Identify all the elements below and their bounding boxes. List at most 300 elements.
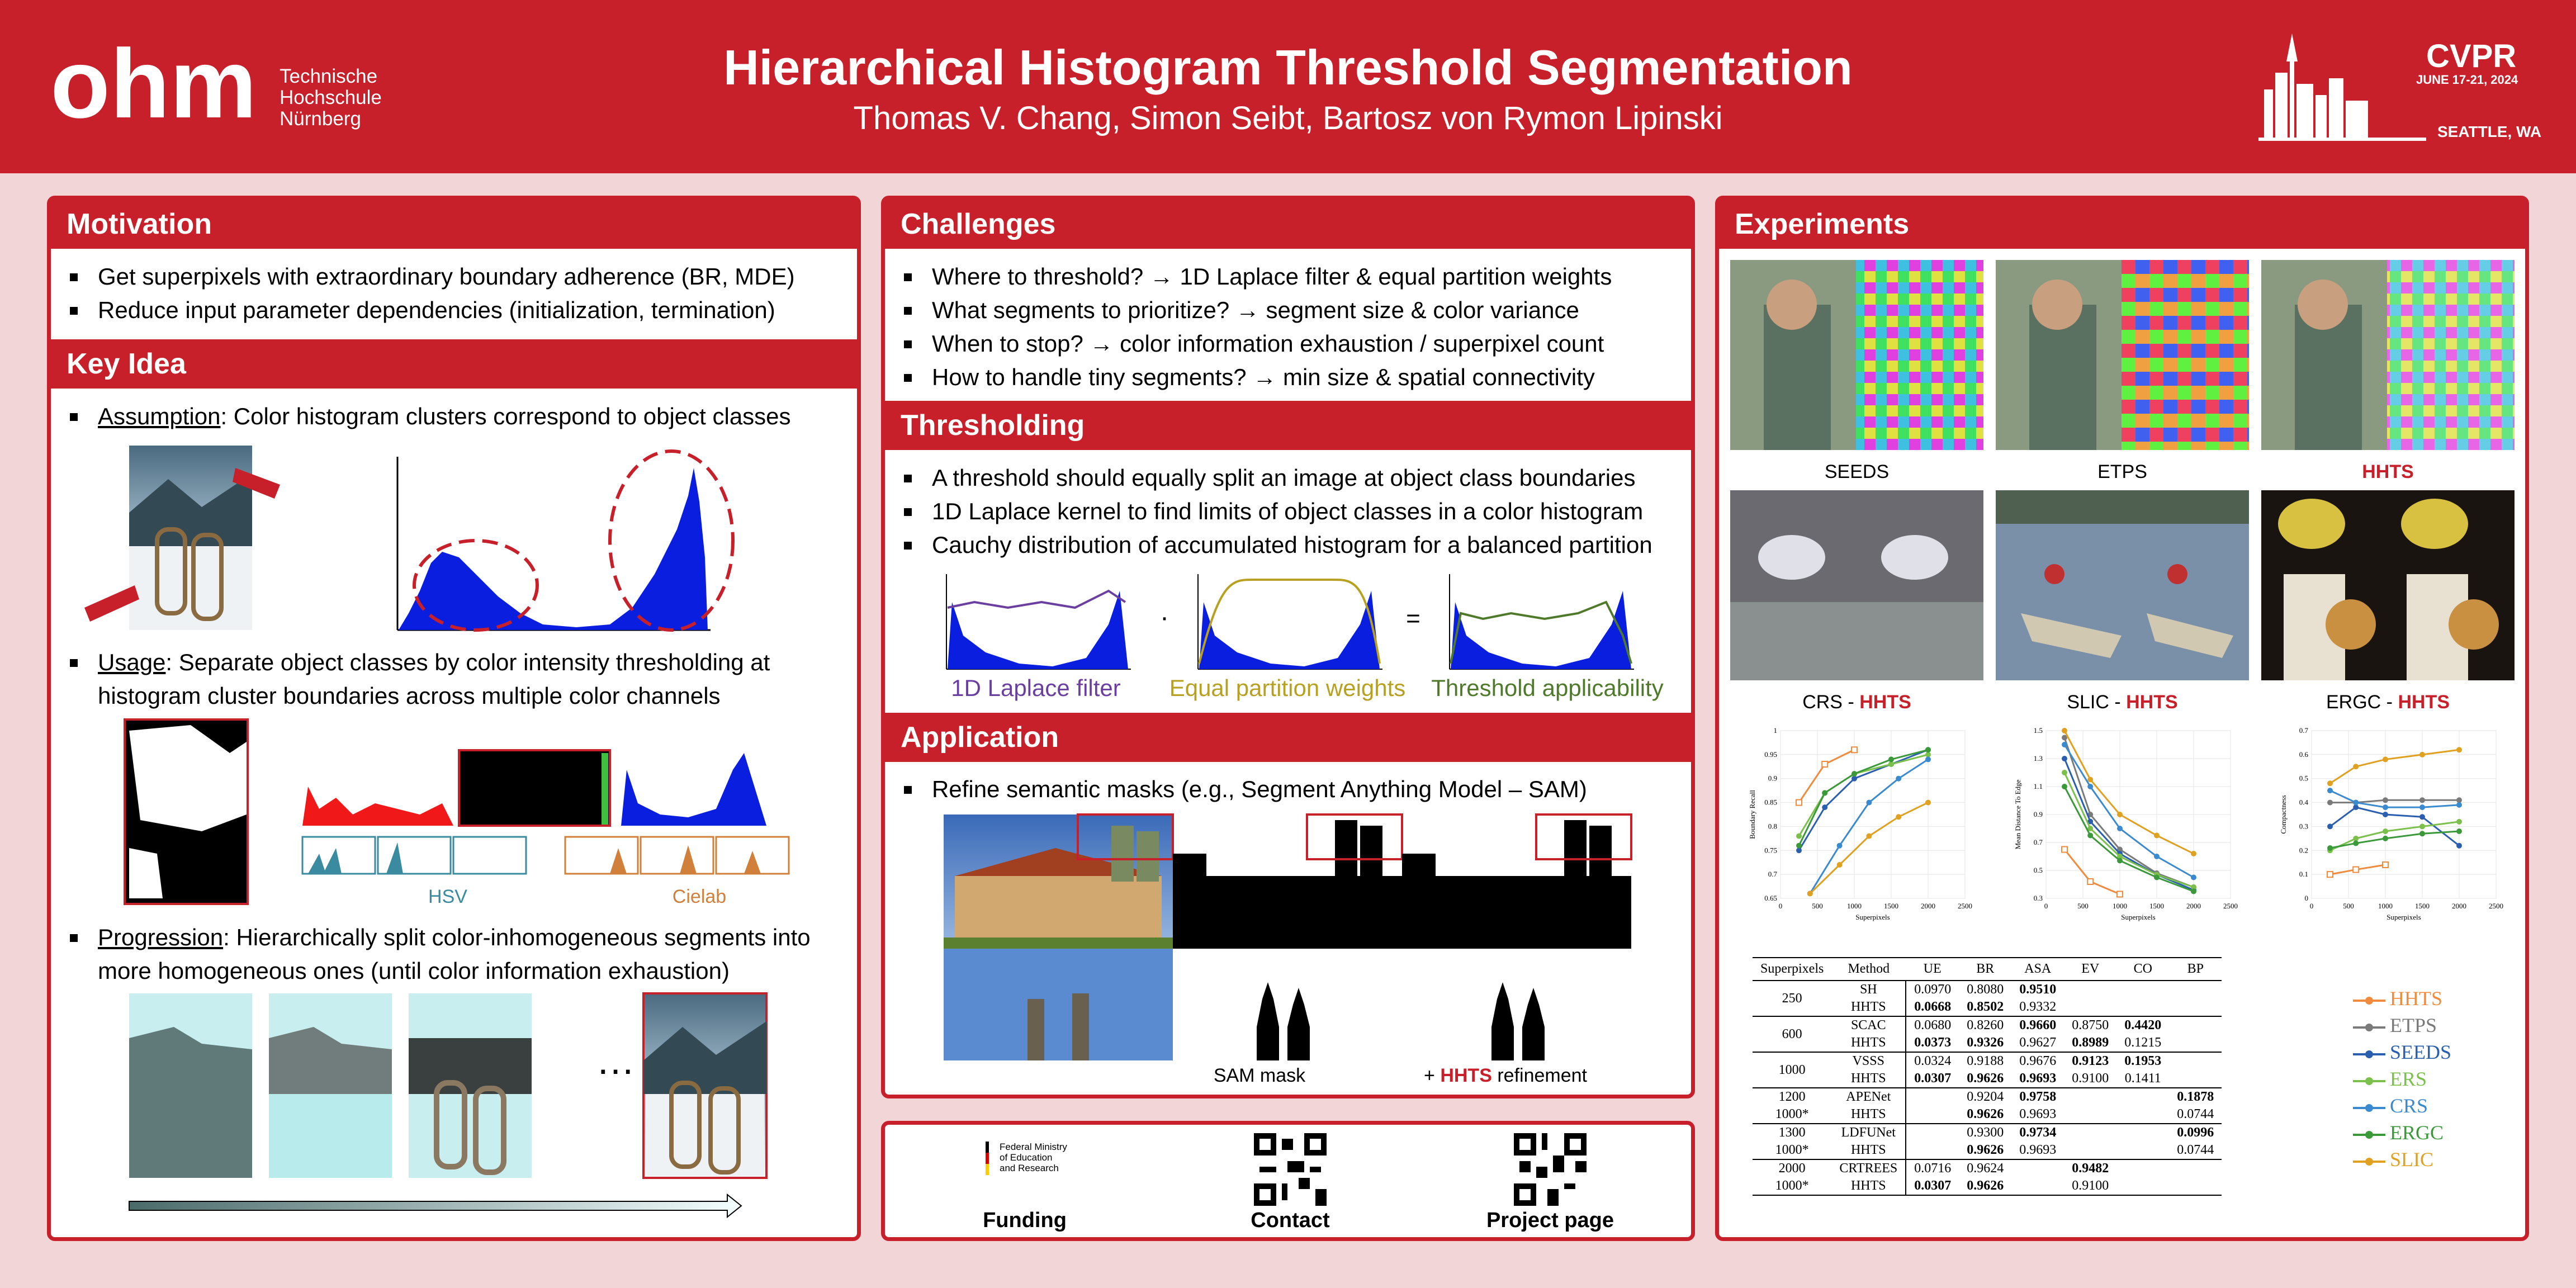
german-flag-icon: [980, 1142, 1002, 1186]
y-tick-label: 0.4: [2299, 798, 2308, 807]
data-point: [2353, 800, 2359, 806]
superpixels-cell: 1300: [1753, 1124, 1831, 1142]
data-point: [1822, 761, 1827, 767]
data-point: [2419, 752, 2425, 757]
data-point: [2456, 843, 2462, 849]
motivation-list: [62, 260, 845, 327]
data-point: [2327, 800, 2333, 806]
data-point: [2456, 819, 2462, 825]
refine-hhts: HHTS: [1440, 1065, 1492, 1086]
data-point: [2456, 828, 2462, 834]
y-tick-label: 0.5: [2299, 774, 2308, 783]
value-cell: [1906, 1088, 1959, 1106]
data-point: [2327, 823, 2333, 829]
crs-chart-label: [1730, 692, 1983, 713]
data-point: [2353, 840, 2359, 846]
method-cell: HHTS: [1850, 1107, 1886, 1121]
usage-list: [62, 646, 845, 713]
list-item: Cauchy distribution of accumulated histogram for a balanced partition: [896, 528, 1679, 562]
method-cell: SCAC: [1831, 1016, 1906, 1034]
value-cell: 0.0324: [1906, 1052, 1959, 1070]
data-point: [1796, 800, 1802, 806]
legend-label: ETPS: [2390, 1014, 2437, 1036]
list-item: [62, 646, 845, 713]
right-panel: [1715, 196, 2529, 1241]
value-cell: [2169, 1052, 2222, 1070]
thresholding-list: [896, 461, 1679, 562]
data-point: [1822, 804, 1827, 810]
value-cell: 0.9332: [2019, 1000, 2057, 1014]
data-point: [1807, 891, 1813, 896]
label-weights: Equal partition weights: [1169, 675, 1406, 701]
superpixels-cell: 600: [1753, 1016, 1831, 1052]
data-point: [2087, 833, 2093, 839]
method-cell: LDFUNet: [1831, 1124, 1906, 1142]
slic-chart-label: [1996, 692, 2249, 713]
thresholding-figure: [941, 569, 1668, 675]
data-point: [1837, 862, 1843, 868]
value-cell: [2116, 1124, 2169, 1142]
y-tick-label: 1: [1773, 726, 1777, 735]
sam-mask: [1173, 876, 1402, 949]
data-point: [1925, 747, 1931, 752]
assumption-figure: [73, 446, 766, 658]
value-cell: 0.9188: [1959, 1052, 2011, 1070]
data-point: [2419, 797, 2425, 803]
data-point: [2117, 858, 2123, 864]
method-cell: HHTS: [1850, 1000, 1886, 1014]
legend-label: SEEDS: [2390, 1041, 2452, 1063]
value-cell: 0.9482: [2064, 1159, 2116, 1177]
value-cell: 0.9100: [2064, 1177, 2116, 1195]
y-axis-label: Boundary Recall: [1748, 790, 1756, 839]
hhts-name: HHTS: [2126, 692, 2178, 713]
y-tick-label: 0.95: [1764, 750, 1777, 759]
progression-ellipsis: …: [596, 1039, 635, 1082]
university-line: Nürnberg: [280, 108, 361, 130]
experiments-row1: [1730, 260, 2524, 454]
value-cell: 0.9204: [1959, 1088, 2011, 1106]
value-cell: 0.0744: [2177, 1143, 2214, 1157]
op-eq: =: [1406, 605, 1420, 632]
value-cell: 0.9624: [1959, 1159, 2011, 1177]
data-point: [2327, 872, 2333, 877]
x-tick-label: 0: [2044, 902, 2048, 910]
x-tick-label: 1500: [1884, 902, 1898, 910]
table-header: Method: [1831, 958, 1906, 981]
method-cell: CRTREES: [1831, 1159, 1906, 1177]
value-cell: 0.0970: [1906, 981, 1959, 998]
value-cell: 0.9326: [1967, 1035, 2004, 1050]
value-cell: [2116, 1177, 2169, 1195]
x-tick-label: 500: [1812, 902, 1823, 910]
method-cell: APENet: [1831, 1088, 1906, 1106]
value-cell: 0.8750: [2064, 1016, 2116, 1034]
legend-label: ERS: [2390, 1068, 2427, 1090]
data-point: [2419, 831, 2425, 836]
application-list: [896, 773, 1679, 806]
applic-histogram: [1450, 574, 1634, 669]
refine-suffix: refinement: [1491, 1065, 1587, 1086]
y-tick-label: 0.3: [2299, 822, 2308, 831]
table-row: [1753, 1016, 2222, 1034]
cvpr-city: SEATTLE, WA: [2437, 123, 2542, 140]
value-cell: 0.9510: [2011, 981, 2064, 998]
y-tick-label: 0.2: [2299, 846, 2308, 855]
data-point: [2353, 836, 2359, 841]
value-cell: 0.8080: [1959, 981, 2011, 998]
experiments-row2: [1730, 490, 2524, 680]
university-line: Hochschule: [280, 87, 382, 108]
assumption-list: [62, 400, 845, 433]
ohm-logo-word: ohm: [50, 30, 257, 139]
etps-label: ETPS: [2097, 461, 2147, 482]
table-row: [1753, 981, 2222, 998]
assumption-term: Assumption: [98, 403, 221, 429]
y-tick-label: 0.7: [2033, 838, 2043, 846]
refine-prefix: +: [1424, 1065, 1441, 1086]
hsv-label: HSV: [428, 886, 467, 907]
y-tick-label: 0: [2304, 894, 2308, 902]
data-point: [1925, 800, 1931, 806]
castle-zoom-photo: [944, 949, 1173, 1060]
value-cell: [2169, 998, 2222, 1016]
y-tick-label: 0.8: [1768, 822, 1777, 831]
y-tick-label: 0.6: [2299, 750, 2308, 759]
legend-item: [2351, 1119, 2451, 1146]
data-point: [2456, 747, 2462, 752]
x-tick-label: 500: [2077, 902, 2089, 910]
method-cell: HHTS: [1831, 1177, 1906, 1195]
cielab-label: Cielab: [672, 886, 727, 907]
value-cell: 0.9626: [1967, 1107, 2004, 1121]
method-name: ERGC: [2326, 692, 2381, 713]
table-header: BP: [2169, 958, 2222, 981]
value-cell: 0.8502: [1967, 1000, 2004, 1014]
value-cell: 0.9660: [2011, 1016, 2064, 1034]
university-line: Technische: [280, 65, 378, 87]
data-point: [2353, 764, 2359, 769]
list-item: A threshold should equally split an image at object class boundaries: [896, 461, 1679, 495]
value-cell: 0.8989: [2072, 1035, 2109, 1050]
hhts-label: HHTS: [2362, 461, 2414, 482]
refine-label: [1388, 1065, 1623, 1087]
table-row: [1753, 1052, 2222, 1070]
value-cell: 0.0668: [1906, 998, 1959, 1016]
value-cell: [2116, 998, 2169, 1016]
etps-image: [1996, 260, 2249, 450]
table-row: [1753, 1159, 2222, 1177]
data-point: [1796, 847, 1802, 853]
data-point: [1888, 756, 1894, 762]
legend-swatch: [2351, 992, 2390, 1009]
data-point: [1796, 834, 1802, 839]
data-point: [2117, 812, 2123, 817]
x-tick-label: 1000: [1847, 902, 1862, 910]
list-item: 1D Laplace kernel to find limits of object classes in a color histogram: [896, 495, 1679, 528]
list-item: [62, 921, 845, 988]
op-dot: ·: [1160, 603, 1169, 632]
table-row: [1753, 1088, 2222, 1106]
table-row: [1753, 1106, 2222, 1124]
value-cell: 0.9758: [2011, 1088, 2064, 1106]
turban-image: [2261, 490, 2515, 680]
value-cell: 0.9693: [2019, 1107, 2057, 1121]
value-cell: 0.9676: [2011, 1052, 2064, 1070]
data-point: [2062, 770, 2067, 775]
boat-image: [1996, 490, 2249, 680]
usage-term: Usage: [98, 649, 166, 675]
label-sep: -: [2109, 692, 2127, 713]
data-point: [1888, 761, 1894, 767]
data-point: [2383, 804, 2388, 810]
legend-item: [2351, 985, 2451, 1012]
legend-label: SLIC: [2390, 1148, 2434, 1171]
superpixels-cell: 2000: [1753, 1159, 1831, 1177]
x-tick-label: 1000: [2113, 902, 2127, 910]
data-point: [2353, 867, 2359, 873]
chart-legend: [2351, 985, 2451, 1173]
table-row: [1753, 1142, 2222, 1159]
data-point: [2383, 797, 2388, 803]
application-figure: [944, 815, 1670, 1072]
value-cell: [2064, 1142, 2116, 1159]
legend-label: HHTS: [2390, 987, 2443, 1010]
y-tick-label: 1.3: [2033, 754, 2043, 763]
data-point: [1822, 790, 1827, 795]
x-tick-label: 1500: [2149, 902, 2164, 910]
y-tick-label: 0.9: [1768, 774, 1777, 783]
x-tick-label: 1500: [2415, 902, 2430, 910]
value-cell: 0.9100: [2072, 1071, 2109, 1086]
ministry-name: [1000, 1142, 1067, 1173]
y-tick-label: 0.9: [2033, 810, 2043, 818]
legend-swatch: [2351, 1019, 2390, 1036]
value-cell: [2011, 1159, 2064, 1177]
data-point: [1796, 843, 1802, 849]
legend-swatch: [2351, 1100, 2390, 1116]
y-tick-label: 0.3: [2033, 894, 2043, 902]
progression-figure: [73, 993, 834, 1228]
data-point: [2062, 784, 2067, 789]
data-point: [2087, 879, 2093, 884]
x-tick-label: 2500: [2223, 902, 2238, 910]
data-point: [2191, 875, 2196, 880]
value-cell: 0.9626: [1959, 1177, 2011, 1195]
data-point: [1896, 814, 1901, 820]
seeds-label: SEEDS: [1824, 461, 1890, 482]
application-heading: Application: [885, 713, 1691, 762]
value-cell: [2064, 1106, 2116, 1124]
value-cell: 0.4420: [2116, 1016, 2169, 1034]
value-cell: 0.9626: [1967, 1071, 2004, 1086]
data-point: [2154, 875, 2160, 880]
table-header: ASA: [2011, 958, 2064, 981]
data-point: [2383, 862, 2388, 868]
table-header: EV: [2064, 958, 2116, 981]
y-tick-label: 1.1: [2033, 782, 2043, 790]
list-item: Reduce input parameter dependencies (initialization, termination): [62, 293, 845, 327]
funding-label: Funding: [983, 1209, 1067, 1232]
seeds-image: [1730, 260, 1983, 450]
ergc-chart-label: [2261, 692, 2515, 713]
data-point: [2327, 845, 2333, 851]
data-point: [1837, 843, 1843, 849]
value-cell: [2064, 981, 2116, 998]
value-cell: 0.9627: [2019, 1035, 2057, 1050]
poster-title: Hierarchical Histogram Threshold Segmentation: [723, 40, 1853, 95]
y-tick-label: 0.85: [1764, 798, 1777, 807]
data-point: [2419, 804, 2425, 810]
value-cell: [2011, 1177, 2064, 1195]
thresholding-heading: Thresholding: [885, 401, 1691, 450]
method-cell: HHTS: [1850, 1035, 1886, 1050]
list-item: Where to threshold? → 1D Laplace filter & equal partition weights: [896, 260, 1679, 293]
value-cell: 0.0744: [2177, 1107, 2214, 1121]
data-point: [2456, 802, 2462, 808]
value-cell: [2169, 1177, 2222, 1195]
legend-item: [2351, 1012, 2451, 1039]
value-cell: [2169, 1034, 2222, 1052]
cvpr-dates: JUNE 17-21, 2024: [2416, 73, 2518, 87]
left-panel: [47, 196, 861, 1241]
value-cell: [2116, 981, 2169, 998]
data-point: [2383, 756, 2388, 762]
data-point: [2062, 847, 2067, 853]
data-point: [1852, 776, 1857, 782]
blue-channel-histogram: [621, 753, 766, 826]
hhts-name: HHTS: [1859, 692, 1911, 713]
motivation-heading: Motivation: [51, 200, 857, 249]
list-item: How to handle tiny segments? → min size & spatial connectivity: [896, 361, 1679, 394]
value-cell: [2116, 1088, 2169, 1106]
x-tick-label: 2500: [1958, 902, 1972, 910]
table-row: [1753, 1177, 2222, 1195]
table-header: Superpixels: [1753, 958, 1831, 981]
data-point: [1866, 800, 1872, 806]
legend-swatch: [2351, 1153, 2390, 1170]
value-cell: [1906, 1124, 1959, 1142]
poster-authors: Thomas V. Chang, Simon Seibt, Bartosz von Rymon Lipinski: [853, 100, 1723, 136]
mde-chart: [2007, 719, 2253, 926]
legend-item: [2351, 1066, 2451, 1092]
value-cell: 0.9693: [2019, 1071, 2057, 1086]
list-item: Get superpixels with extraordinary boundary adherence (BR, MDE): [62, 260, 845, 293]
value-cell: 0.0307: [1906, 1070, 1959, 1088]
table-header: BR: [1959, 958, 2011, 981]
data-point: [1852, 771, 1857, 776]
data-point: [1852, 747, 1857, 752]
data-point: [2383, 812, 2388, 817]
value-cell: [2064, 1088, 2116, 1106]
superpixels-cell: 1000*: [1753, 1177, 1831, 1195]
value-cell: [2116, 1142, 2169, 1159]
results-table: [1753, 957, 2222, 1196]
value-cell: [2169, 1159, 2222, 1177]
value-cell: [2169, 1070, 2222, 1088]
data-point: [1896, 776, 1901, 782]
value-cell: 0.0996: [2169, 1124, 2222, 1142]
data-point: [2062, 728, 2067, 733]
data-point: [2154, 833, 2160, 839]
weights-histogram: [1198, 574, 1382, 669]
y-axis-label: Mean Distance To Edge: [2014, 779, 2022, 850]
value-cell: [1906, 1142, 1959, 1159]
data-point: [2419, 823, 2425, 829]
method-cell: HHTS: [1850, 1071, 1886, 1086]
project-qr-code[interactable]: [1514, 1133, 1587, 1206]
x-axis-label: Superpixels: [2386, 913, 2421, 921]
data-point: [2117, 826, 2123, 831]
legend-swatch: [2351, 1073, 2390, 1090]
legend-label: ERGC: [2390, 1121, 2444, 1144]
value-cell: 0.9300: [1959, 1124, 2011, 1142]
legend-item: [2351, 1039, 2451, 1066]
histogram-shape: [399, 468, 708, 630]
legend-swatch: [2351, 1126, 2390, 1143]
progression-text: : Hierarchically split color-inhomogeneous segments into more homogeneous ones (until color information exhaustion): [98, 924, 811, 984]
data-point: [2383, 836, 2388, 841]
superpixels-cell: 1000: [1753, 1052, 1831, 1088]
list-item: Refine semantic masks (e.g., Segment Anything Model – SAM): [896, 773, 1679, 806]
assumption-text: : Color histogram clusters correspond to object classes: [220, 403, 791, 429]
usage-text: : Separate object classes by color intensity thresholding at histogram cluster boundaries across multiple color channels: [98, 649, 770, 709]
x-tick-label: 0: [2309, 902, 2314, 910]
x-axis-label: Superpixels: [1855, 913, 1890, 921]
value-cell: 0.1878: [2169, 1088, 2222, 1106]
legend-item: [2351, 1146, 2451, 1173]
superpixels-cell: 1200: [1753, 1088, 1831, 1106]
value-cell: [2169, 1016, 2222, 1034]
keyidea-heading: Key Idea: [51, 339, 857, 389]
data-point: [2327, 788, 2333, 793]
y-tick-label: 0.65: [1764, 894, 1777, 902]
data-point: [2353, 804, 2359, 810]
ministry-line: of Education: [1000, 1152, 1053, 1163]
y-tick-label: 0.1: [2299, 870, 2308, 879]
data-point: [2191, 851, 2196, 856]
sam-label: SAM mask: [1213, 1065, 1306, 1086]
list-item: What segments to prioritize? → segment size & color variance: [896, 293, 1679, 327]
x-tick-label: 2000: [2186, 902, 2201, 910]
superpixels-cell: 1000*: [1775, 1143, 1809, 1157]
superpixels-cell: 250: [1753, 981, 1831, 1016]
value-cell: 0.9626: [1967, 1143, 2004, 1157]
hhts-image: [2261, 260, 2515, 450]
laplace-histogram: [946, 574, 1131, 669]
value-cell: 0.9734: [2011, 1124, 2064, 1142]
data-point: [2154, 854, 2160, 859]
value-cell: 0.1411: [2124, 1071, 2161, 1086]
x-axis-label: Superpixels: [2121, 913, 2156, 921]
boundary-recall-chart: [1741, 719, 1987, 926]
value-cell: 0.1953: [2116, 1052, 2169, 1070]
data-point: [2383, 828, 2388, 834]
data-point: [1925, 752, 1931, 757]
y-tick-label: 1.5: [2033, 726, 2043, 735]
y-tick-label: 0.5: [2033, 866, 2043, 874]
challenges-heading: Challenges: [885, 200, 1691, 249]
value-cell: 0.1215: [2124, 1035, 2162, 1050]
list-item: When to stop? → color information exhaustion / superpixel count: [896, 327, 1679, 361]
label-laplace: 1D Laplace filter: [951, 675, 1121, 701]
progression-arrow: [129, 1195, 741, 1217]
data-point: [2191, 889, 2196, 894]
y-tick-label: 0.75: [1764, 846, 1777, 855]
x-tick-label: 1000: [2378, 902, 2393, 910]
contact-qr-code[interactable]: [1254, 1133, 1327, 1206]
value-cell: 0.0307: [1906, 1177, 1959, 1195]
